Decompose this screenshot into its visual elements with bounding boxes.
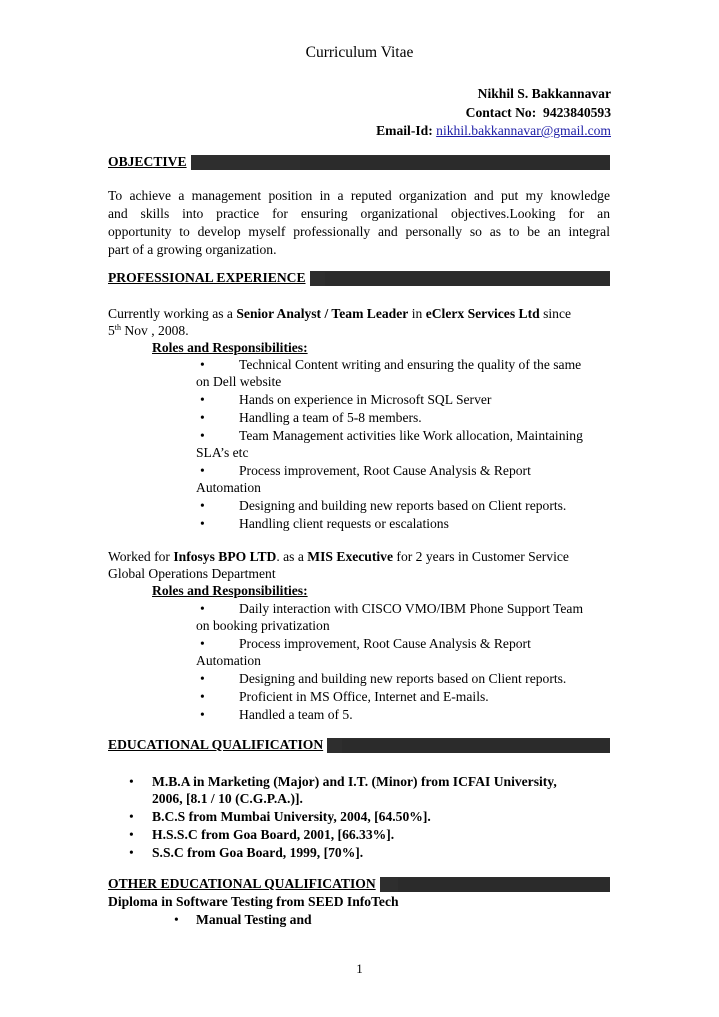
bullet-icon: • [200,463,205,478]
job2-bullet-5: Handled a team of 5. [239,707,353,722]
education-item-1-cont: 2006, [8.1 / 10 (C.G.P.A.)]. [152,791,303,806]
bullet-icon: • [200,516,205,531]
email-label: Email-Id: [376,123,433,138]
bullet-icon: • [200,689,205,704]
bullet-icon: • [200,410,205,425]
job2-company: Infosys BPO LTD [173,549,277,564]
bullet-icon: • [129,809,134,824]
job1-bullet-3: Handling a team of 5-8 members. [239,410,422,425]
job2-intro-text: . as a [276,549,308,564]
job1-roles-heading: Roles and Responsibilities: [152,340,308,355]
job2-intro-text: Worked for [108,549,174,564]
job2-bullet-3: Designing and building new reports based on Client reports. [239,671,567,686]
objective-heading-bar [108,155,610,170]
job1-intro [108,305,571,323]
heading-bar-fill [325,272,610,286]
other-education-heading-bar [108,877,610,892]
job1-role: Senior Analyst / Team Leader [236,306,409,321]
job1-intro-text: Currently working as a [108,306,237,321]
job1-intro-text: in [408,306,426,321]
contact-number: 9423840593 [543,104,611,120]
job1-date-day: 5 [108,323,115,338]
objective-line-3: opportunity to develop myself professionally and personally so as to be an integral [108,224,610,239]
job2-department: Global Operations Department [108,566,276,581]
job1-date-suffix: th [114,323,122,332]
heading-bar-fill [398,878,610,892]
job1-bullet-4-cont: SLA’s etc [196,445,249,460]
heading-bar-fill [300,156,610,170]
job2-bullet-2-cont: Automation [196,653,261,668]
objective-heading: OBJECTIVE [108,154,191,170]
education-item-4: S.S.C from Goa Board, 1999, [70%]. [152,845,364,860]
job1-bullet-1: Technical Content writing and ensuring the quality of the same [239,357,582,372]
document-title: Curriculum Vitae [305,44,414,61]
job1-bullet-7: Handling client requests or escalations [239,516,449,531]
contact-block [376,85,611,141]
job1-bullet-4: Team Management activities like Work allocation, Maintaining [239,428,583,443]
job2-bullet-4: Proficient in MS Office, Internet and E-mails. [239,689,489,704]
email-line [376,122,611,141]
education-heading: EDUCATIONAL QUALIFICATION [108,737,327,753]
experience-heading-bar [108,271,610,286]
page-number: 1 [356,961,363,976]
job2-roles-heading: Roles and Responsibilities: [152,583,308,598]
job1-date-rest: Nov , 2008. [121,323,189,338]
objective-line-1: To achieve a management position in a reputed organization and put my knowledge [108,188,610,203]
contact-number-line [376,104,611,123]
job2-intro-text: for 2 years in Customer Service [393,549,569,564]
bullet-icon: • [200,601,205,616]
bullet-icon: • [200,636,205,651]
job2-role: MIS Executive [307,549,394,564]
objective-line-4: part of a growing organization. [108,242,277,257]
other-education-heading: OTHER EDUCATIONAL QUALIFICATION [108,876,380,892]
job2-intro [108,548,569,566]
job1-start-date [108,322,189,340]
job1-bullet-5-cont: Automation [196,480,261,495]
job2-bullet-1: Daily interaction with CISCO VMO/IBM Phone Support Team [239,601,584,616]
job1-intro-text: since [539,306,572,321]
diploma-title: Diploma in Software Testing from SEED InfoTech [108,894,399,909]
bullet-icon: • [200,498,205,513]
job1-bullet-2: Hands on experience in Microsoft SQL Server [239,392,492,407]
bullet-icon: • [200,671,205,686]
bullet-icon: • [200,357,205,372]
job1-bullet-1-cont: on Dell website [196,374,282,389]
job2-bullet-1-cont: on booking privatization [196,618,330,633]
job2-bullet-2: Process improvement, Root Cause Analysis & Report [239,636,531,651]
email-link[interactable]: nikhil.bakkannavar@gmail.com [436,123,611,138]
objective-line-2: and skills into practice for ensuring organizational objectives.Looking for an [108,206,610,221]
job1-bullet-5: Process improvement, Root Cause Analysis & Report [239,463,531,478]
education-item-1: M.B.A in Marketing (Major) and I.T. (Minor) from ICFAI University, [152,774,557,789]
education-item-3: H.S.S.C from Goa Board, 2001, [66.33%]. [152,827,395,842]
education-heading-bar [108,738,610,753]
bullet-icon: • [129,827,134,842]
job1-bullet-6: Designing and building new reports based on Client reports. [239,498,567,513]
diploma-bullet-1: Manual Testing and [196,912,312,927]
experience-heading: PROFESSIONAL EXPERIENCE [108,270,310,286]
education-item-2: B.C.S from Mumbai University, 2004, [64.50%]. [152,809,431,824]
job1-company: eClerx Services Ltd [425,306,540,321]
candidate-name: Nikhil S. Bakkannavar [477,86,611,101]
bullet-icon: • [200,707,205,722]
bullet-icon: • [129,845,134,860]
contact-label: Contact No: [465,104,537,120]
bullet-icon: • [129,774,134,789]
heading-bar-fill [342,739,610,753]
bullet-icon: • [174,912,179,927]
bullet-icon: • [200,428,205,443]
bullet-icon: • [200,392,205,407]
